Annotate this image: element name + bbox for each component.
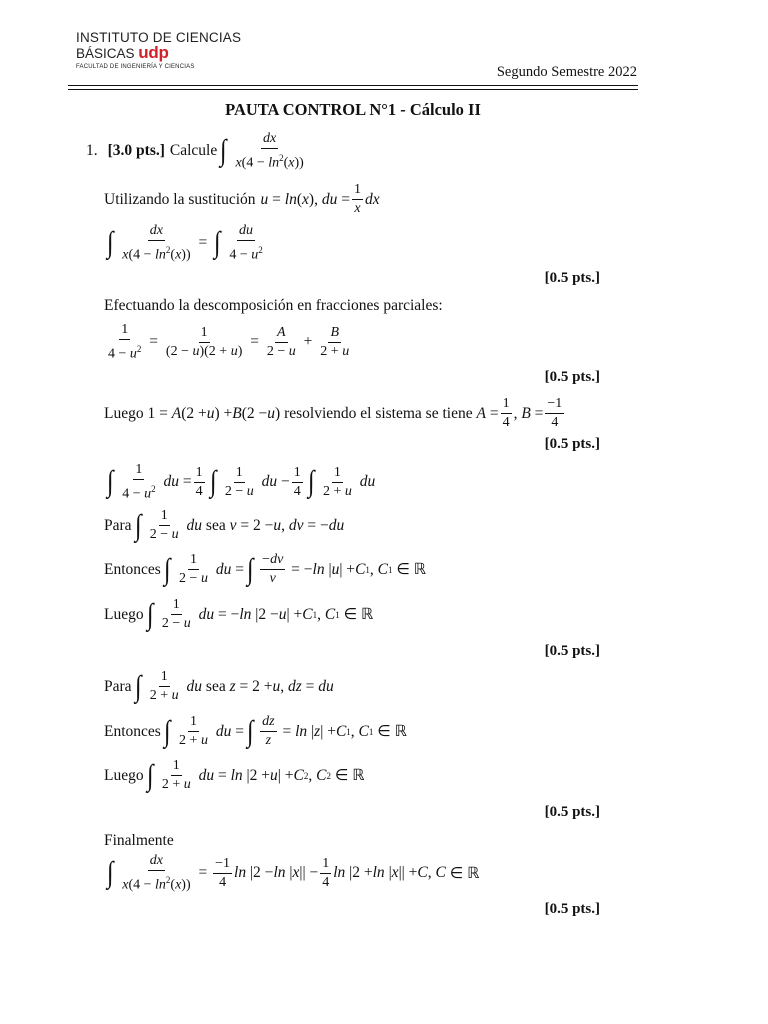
header-rule <box>68 85 638 86</box>
substitution-text: Utilizando la sustitución <box>104 190 256 208</box>
logo-faculty: FACULTAD DE INGENIERÍA Y CIENCIAS <box>76 64 195 70</box>
para-word-1: Para <box>104 516 132 534</box>
entonces-word-2: Entonces <box>104 722 161 740</box>
sea-word-1: sea <box>205 516 226 534</box>
system-solution: Luego 1 = A (2 + u ) + B (2 − u ) resolviendo el sistema se tiene A = $\frac{1}{4}$ , B = $\frac{-1}{4}$ <box>104 396 563 430</box>
institute-logo <box>76 30 241 70</box>
logo-line-1: INSTITUTO DE CIENCIAS <box>76 30 242 45</box>
substitution-line: Utilizando la sustitución u = ln ( x ), du = $\frac{1}{x}$ dx <box>104 182 380 216</box>
luego-word-2: Luego <box>104 766 144 784</box>
problem-prompt: Calcule <box>169 142 218 160</box>
problem-statement: 1. [3.0 pts.] Calcule ∫ $\frac{dx}{x(4 - \ln^2(x))}$ <box>86 131 304 171</box>
sea-word-2: sea <box>205 677 226 695</box>
integral-substituted: ∫ $\frac{dx}{x(4 - \ln^2(x))}$ = ∫ $\frac{du}{4 - u^2}$ <box>106 223 263 263</box>
para-word-2: Para <box>104 677 132 695</box>
problem-points: [3.0 pts.] <box>107 142 165 160</box>
points-5: [0.5 pts.] <box>544 804 600 820</box>
entonces-2: Entonces ∫ $\frac{1}{2 + u}$ du = ∫ $\frac{dz}{z}$ = ln | z | + C 1 , C 1 ∈ ℝ <box>104 714 407 748</box>
luego-word-1: Luego <box>104 605 144 623</box>
split-integral: ∫ $\frac{1}{4 - u^2}$ du = $\frac{1}{4}$ ∫ $\frac{1}{2 - u}$ du − $\frac{1}{4}$ ∫ $\frac{1}{2 + u}$ du <box>106 462 376 502</box>
points-2: [0.5 pts.] <box>544 369 600 385</box>
luego-1: Luego ∫ $\frac{1}{2 - u}$ du = − ln |2 − u | + C 1 , C 1 ∈ ℝ <box>104 597 374 631</box>
decomposition-equation: $\frac{1}{4 - u^2}$ = $\frac{1}{(2 - u)(2 + u)}$ = $\frac{A}{2 - u}$ + $\frac{B}{2 + u}$ <box>108 322 350 362</box>
points-3: [0.5 pts.] <box>544 436 600 452</box>
header-rule-2 <box>68 89 638 90</box>
luego-2: Luego ∫ $\frac{1}{2 + u}$ du = ln |2 + u | + C 2 , C 2 ∈ ℝ <box>104 758 365 792</box>
entonces-word-1: Entonces <box>104 560 161 578</box>
points-1: [0.5 pts.] <box>544 270 600 286</box>
decomposition-text: Efectuando la descomposición en fracciones parciales: <box>104 297 443 314</box>
luego-word: Luego <box>104 404 144 422</box>
udp-brand: udp <box>138 43 169 62</box>
page-title: PAUTA CONTROL N°1 - Cálculo II <box>225 100 481 119</box>
problem-number: 1. <box>86 142 98 160</box>
para-2: Para ∫ $\frac{1}{2 + u}$ du sea z = 2 + u , dz = du <box>104 669 334 703</box>
points-6: [0.5 pts.] <box>544 901 600 917</box>
logo-line-2 <box>76 45 241 62</box>
semester-label: Segundo Semestre 2022 <box>496 64 637 80</box>
final-result: ∫ $\frac{dx}{x(4 - \ln^2(x))}$ = $\frac{-1}{4}$ ln |2 − ln | x || − $\frac{1}{4}$ ln |2 + ln | x || + C , C ∈ ℝ <box>106 853 480 893</box>
solving-text: resolviendo el sistema se tiene <box>284 404 473 422</box>
logo-basicas: BÁSICAS <box>76 46 135 61</box>
finalmente-text: Finalmente <box>104 832 174 849</box>
para-1: Para ∫ $\frac{1}{2 - u}$ du sea v = 2 − u , dv = − du <box>104 508 345 542</box>
points-4: [0.5 pts.] <box>544 643 600 659</box>
entonces-1: Entonces ∫ $\frac{1}{2 - u}$ du = ∫ $\frac{-dv}{v}$ = − ln | u | + C 1 , C 1 ∈ ℝ <box>104 552 427 586</box>
